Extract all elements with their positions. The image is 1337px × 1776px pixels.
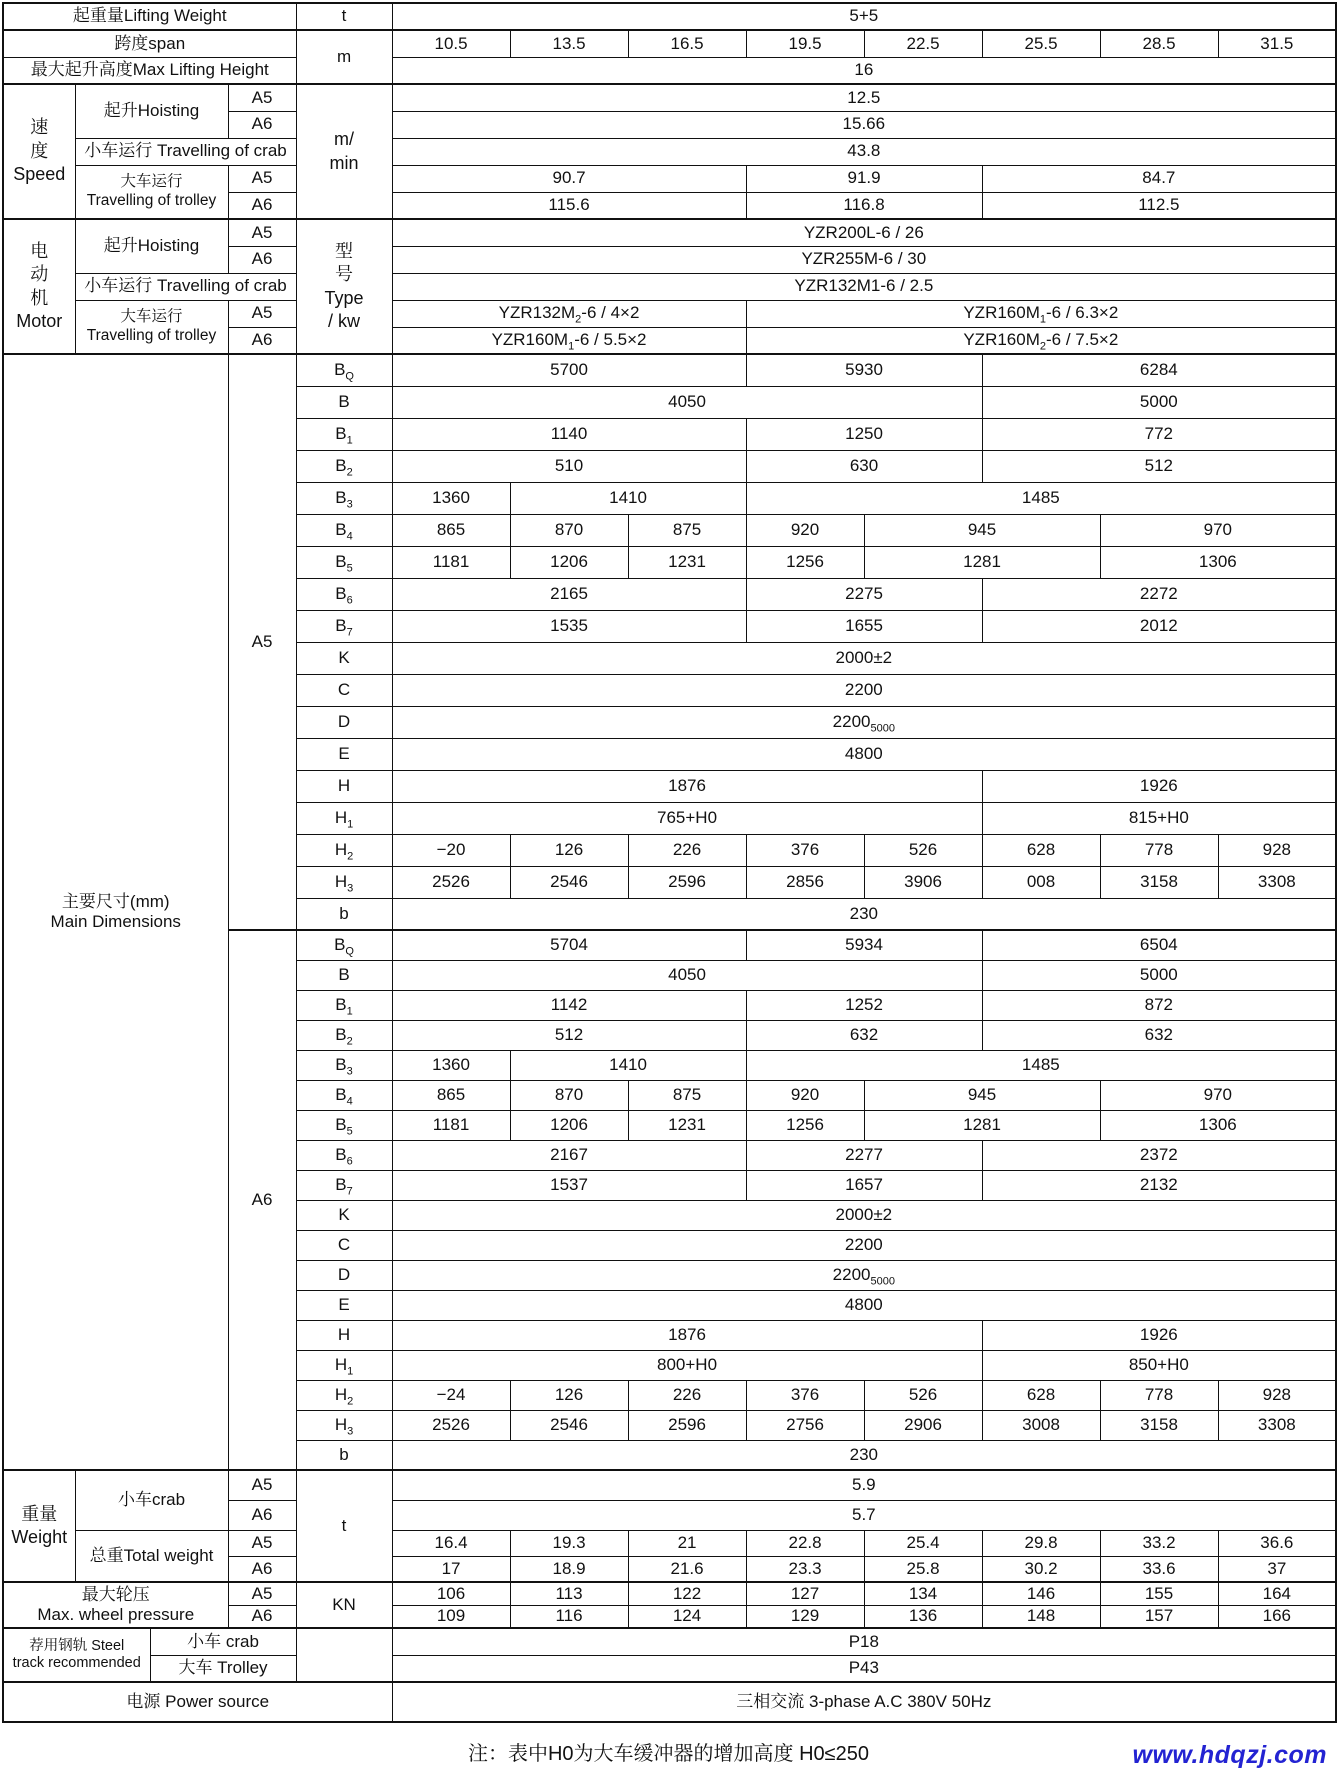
motor-trolley-a5-row — [3, 300, 1336, 327]
dim-a6-b3-cell-1: 1360 — [392, 1050, 510, 1080]
dim-a6-b2-cell-3: 632 — [982, 1020, 1336, 1050]
span-cell-5: 19.5 — [746, 30, 864, 57]
dim-a5-h2-cell-4: 376 — [746, 834, 864, 866]
weight-crab-a5-cell-0: 重量 Weight — [3, 1470, 75, 1582]
dim-a5-h3-cell-1: 2526 — [392, 866, 510, 898]
dim-a5-c-cell-1: 2200 — [392, 674, 1336, 706]
dim-a5-e-cell-1: 4800 — [392, 738, 1336, 770]
wheel-pressure-a6-cell-4: 129 — [746, 1605, 864, 1628]
dim-a6-k-cell-0: K — [296, 1200, 392, 1230]
motor-trolley-a5-cell-3: $YZR160M_1-6 / 6.3\times 2$ — [746, 300, 1336, 327]
total-weight-a6-cell-5: 25.8 — [864, 1556, 982, 1582]
lifting-weight-row — [3, 3, 1336, 30]
dim-a5-b-rail-cell-0: b — [296, 898, 392, 930]
wheel-pressure-a6-cell-5: 136 — [864, 1605, 982, 1628]
dim-a5-b2-cell-2: 630 — [746, 450, 982, 482]
motor-trolley-a5-cell-2: $YZR132M_2-6 / 4\times 2$ — [392, 300, 746, 327]
weight-crab-a6-cell-1: 5.7 — [392, 1500, 1336, 1530]
dim-a6-b-cell-1: 4050 — [392, 960, 982, 990]
speed-hoisting-a6-cell-0: A6 — [228, 111, 296, 138]
wheel-pressure-a6-cell-1: 109 — [392, 1605, 510, 1628]
dim-a6-h3-cell-5: 2906 — [864, 1410, 982, 1440]
span-row — [3, 30, 1336, 57]
span-cell-7: 25.5 — [982, 30, 1100, 57]
motor-trolley-a5-cell-0: 大车运行 Travelling of trolley — [75, 300, 228, 354]
dim-a6-b3-cell-0: $B_3$ — [296, 1050, 392, 1080]
span-cell-6: 22.5 — [864, 30, 982, 57]
dim-a6-h2-cell-3: 226 — [628, 1380, 746, 1410]
weight-crab-a5-cell-1: 小车crab — [75, 1470, 228, 1530]
dim-a5-b2-cell-1: 510 — [392, 450, 746, 482]
wheel-pressure-a5-row — [3, 1582, 1336, 1605]
wheel-pressure-a5-cell-4: 113 — [510, 1582, 628, 1605]
motor-crab-cell-1: YZR132M1-6 / 2.5 — [392, 273, 1336, 300]
dim-a6-b5-cell-4: 1256 — [746, 1110, 864, 1140]
wheel-pressure-a6-cell-2: 116 — [510, 1605, 628, 1628]
total-weight-a5-cell-4: 21 — [628, 1530, 746, 1556]
weight-crab-a5-cell-2: A5 — [228, 1470, 296, 1500]
dim-a6-h2-cell-5: 526 — [864, 1380, 982, 1410]
dim-a5-h2-cell-1: −20 — [392, 834, 510, 866]
dim-a6-b5-cell-3: 1231 — [628, 1110, 746, 1140]
total-weight-a5-cell-0: 总重Total weight — [75, 1530, 228, 1582]
dim-a6-b4-cell-2: 870 — [510, 1080, 628, 1110]
wheel-pressure-a5-cell-10: 164 — [1218, 1582, 1336, 1605]
motor-trolley-a6-cell-1: $YZR160M_1-6 / 5.5\times 2$ — [392, 327, 746, 354]
dim-a5-b3-cell-0: $B_3$ — [296, 482, 392, 514]
dim-a6-b4-cell-4: 920 — [746, 1080, 864, 1110]
total-weight-a6-cell-1: 17 — [392, 1556, 510, 1582]
dim-a5-b5-cell-5: 1281 — [864, 546, 1100, 578]
dim-a5-b1-cell-0: $B_1$ — [296, 418, 392, 450]
dim-a5-b5-cell-1: 1181 — [392, 546, 510, 578]
wheel-pressure-a6-cell-7: 157 — [1100, 1605, 1218, 1628]
wheel-pressure-a5-cell-8: 146 — [982, 1582, 1100, 1605]
dim-a5-b3-cell-2: 1410 — [510, 482, 746, 514]
dim-a5-bq-cell-3: 5700 — [392, 354, 746, 386]
dim-a6-b3-cell-3: 1485 — [746, 1050, 1336, 1080]
dim-a5-c-cell-0: C — [296, 674, 392, 706]
speed-trolley-a6-cell-0: A6 — [228, 192, 296, 219]
dim-a6-h2-cell-0: $H_2$ — [296, 1380, 392, 1410]
dim-a5-h3-cell-2: 2546 — [510, 866, 628, 898]
dim-a5-b6-cell-3: 2272 — [982, 578, 1336, 610]
dim-a5-b-cell-2: 5000 — [982, 386, 1336, 418]
steel-track-trolley-cell-1: P43 — [392, 1655, 1336, 1682]
dim-a5-b-cell-1: 4050 — [392, 386, 982, 418]
dim-a5-d-cell-0: D — [296, 706, 392, 738]
total-weight-a6-cell-8: 37 — [1218, 1556, 1336, 1582]
dim-a6-bq-cell-2: 5704 — [392, 930, 746, 960]
dim-a5-b3-cell-3: 1485 — [746, 482, 1336, 514]
dim-a5-b4-cell-4: 920 — [746, 514, 864, 546]
wheel-pressure-a5-cell-5: 122 — [628, 1582, 746, 1605]
span-cell-9: 31.5 — [1218, 30, 1336, 57]
dim-a5-b4-cell-6: 970 — [1100, 514, 1336, 546]
dim-a6-d-cell-1: $2200_{5000}$ — [392, 1260, 1336, 1290]
dim-a6-h3-cell-0: $H_3$ — [296, 1410, 392, 1440]
total-weight-a5-row — [3, 1530, 1336, 1556]
lifting-weight-cell-1: t — [296, 3, 392, 30]
wheel-pressure-a6-cell-3: 124 — [628, 1605, 746, 1628]
span-cell-4: 16.5 — [628, 30, 746, 57]
total-weight-a5-cell-7: 29.8 — [982, 1530, 1100, 1556]
motor-trolley-a6-cell-0: A6 — [228, 327, 296, 354]
dim-a6-h2-cell-1: −24 — [392, 1380, 510, 1410]
dim-a5-h3-cell-6: 008 — [982, 866, 1100, 898]
dim-a5-b5-cell-0: $B_5$ — [296, 546, 392, 578]
speed-trolley-a5-cell-2: 90.7 — [392, 165, 746, 192]
motor-trolley-a6-cell-2: $YZR160M_2-6 / 7.5\times 2$ — [746, 327, 1336, 354]
steel-track-trolley-cell-0: 大车 Trolley — [150, 1655, 296, 1682]
dim-a5-b5-cell-3: 1231 — [628, 546, 746, 578]
crane-spec-table — [2, 2, 1337, 1723]
dim-a6-b-cell-0: B — [296, 960, 392, 990]
dim-a5-e-cell-0: E — [296, 738, 392, 770]
dim-a6-h2-cell-6: 628 — [982, 1380, 1100, 1410]
speed-trolley-a6-cell-1: 115.6 — [392, 192, 746, 219]
motor-crab-row — [3, 273, 1336, 300]
total-weight-a5-cell-3: 19.3 — [510, 1530, 628, 1556]
dim-a5-h2-cell-6: 628 — [982, 834, 1100, 866]
dim-a6-b5-cell-2: 1206 — [510, 1110, 628, 1140]
lifting-weight-cell-2: 5+5 — [392, 3, 1336, 30]
total-weight-a6-cell-3: 21.6 — [628, 1556, 746, 1582]
dim-a6-h3-cell-4: 2756 — [746, 1410, 864, 1440]
speed-crab-row — [3, 138, 1336, 165]
dim-a5-k-cell-0: K — [296, 642, 392, 674]
dim-a5-h1-cell-0: $H_1$ — [296, 802, 392, 834]
weight-crab-a5-cell-4: 5.9 — [392, 1470, 1336, 1500]
dim-a5-b4-cell-2: 870 — [510, 514, 628, 546]
wheel-pressure-a6-cell-6: 148 — [982, 1605, 1100, 1628]
max-lifting-height-row — [3, 57, 1336, 84]
dim-a5-d-cell-1: $2200_{5000}$ — [392, 706, 1336, 738]
speed-crab-cell-0: 小车运行 Travelling of crab — [75, 138, 296, 165]
wheel-pressure-a5-cell-6: 127 — [746, 1582, 864, 1605]
dim-a6-b4-cell-3: 875 — [628, 1080, 746, 1110]
motor-hoisting-a5-row — [3, 219, 1336, 246]
dim-a5-b7-cell-3: 2012 — [982, 610, 1336, 642]
dim-a6-h1-cell-1: 800+H0 — [392, 1350, 982, 1380]
dim-a5-b4-cell-3: 875 — [628, 514, 746, 546]
dim-a5-h2-cell-8: 928 — [1218, 834, 1336, 866]
dim-a5-k-cell-1: 2000±2 — [392, 642, 1336, 674]
dim-a6-b1-cell-2: 1252 — [746, 990, 982, 1020]
dim-a5-bq-cell-4: 5930 — [746, 354, 982, 386]
dim-a5-h3-cell-8: 3308 — [1218, 866, 1336, 898]
span-cell-2: 10.5 — [392, 30, 510, 57]
dim-a6-b7-cell-3: 2132 — [982, 1170, 1336, 1200]
dim-a5-h1-cell-1: 765+H0 — [392, 802, 982, 834]
dim-a6-b-rail-cell-1: 230 — [392, 1440, 1336, 1470]
weight-crab-a6-cell-0: A6 — [228, 1500, 296, 1530]
span-cell-0: 跨度span — [3, 30, 296, 57]
dim-a5-b6-cell-2: 2275 — [746, 578, 982, 610]
dim-a5-b7-cell-2: 1655 — [746, 610, 982, 642]
dim-a5-b-cell-0: B — [296, 386, 392, 418]
total-weight-a5-cell-5: 22.8 — [746, 1530, 864, 1556]
dim-a5-b6-cell-0: $B_6$ — [296, 578, 392, 610]
power-source-cell-0: 电源 Power source — [3, 1682, 392, 1722]
dim-a6-h-cell-1: 1876 — [392, 1320, 982, 1350]
weight-crab-a5-cell-3: t — [296, 1470, 392, 1582]
dim-a6-bq-cell-4: 6504 — [982, 930, 1336, 960]
motor-hoisting-a6-cell-0: A6 — [228, 246, 296, 273]
dim-a6-b7-cell-0: $B_7$ — [296, 1170, 392, 1200]
total-weight-a6-cell-0: A6 — [228, 1556, 296, 1582]
dim-a5-bq-cell-2: $B_Q$ — [296, 354, 392, 386]
dim-a6-h-cell-0: H — [296, 1320, 392, 1350]
dim-a5-h-cell-0: H — [296, 770, 392, 802]
dim-a6-h3-cell-2: 2546 — [510, 1410, 628, 1440]
motor-hoisting-a5-cell-4: YZR200L-6 / 26 — [392, 219, 1336, 246]
steel-track-crab-cell-1: 小车 crab — [150, 1628, 296, 1655]
dim-a6-e-cell-1: 4800 — [392, 1290, 1336, 1320]
speed-crab-cell-1: 43.8 — [392, 138, 1336, 165]
dim-a5-h2-cell-5: 526 — [864, 834, 982, 866]
lifting-weight-cell-0: 起重量Lifting Weight — [3, 3, 296, 30]
max-lifting-height-cell-0: 最大起升高度Max Lifting Height — [3, 57, 296, 84]
dim-a5-b5-cell-6: 1306 — [1100, 546, 1336, 578]
speed-trolley-a5-cell-0: 大车运行 Travelling of trolley — [75, 165, 228, 219]
dim-a6-d-cell-0: D — [296, 1260, 392, 1290]
dim-a6-b7-cell-2: 1657 — [746, 1170, 982, 1200]
wheel-pressure-a5-cell-2: KN — [296, 1582, 392, 1628]
dim-a5-bq-cell-0: 主要尺寸(mm) Main Dimensions — [3, 354, 228, 1470]
speed-hoisting-a5-cell-3: m/ min — [296, 84, 392, 219]
total-weight-a5-cell-1: A5 — [228, 1530, 296, 1556]
dim-a6-b-cell-2: 5000 — [982, 960, 1336, 990]
dim-a5-b6-cell-1: 2165 — [392, 578, 746, 610]
dim-a5-h2-cell-7: 778 — [1100, 834, 1218, 866]
speed-hoisting-a5-cell-4: 12.5 — [392, 84, 1336, 111]
footnote-text: 注：表中H0为大车缓冲器的增加高度 H0≤250 — [467, 1743, 870, 1765]
dim-a6-b3-cell-2: 1410 — [510, 1050, 746, 1080]
wheel-pressure-a6-cell-8: 166 — [1218, 1605, 1336, 1628]
dim-a5-h-cell-1: 1876 — [392, 770, 982, 802]
speed-hoisting-a5-cell-0: 速 度 Speed — [3, 84, 75, 219]
dim-a6-h3-cell-8: 3308 — [1218, 1410, 1336, 1440]
speed-trolley-a5-cell-4: 84.7 — [982, 165, 1336, 192]
dim-a6-b1-cell-0: $B_1$ — [296, 990, 392, 1020]
steel-track-crab-cell-3: P18 — [392, 1628, 1336, 1655]
dim-a5-b1-cell-1: 1140 — [392, 418, 746, 450]
span-cell-8: 28.5 — [1100, 30, 1218, 57]
total-weight-a5-cell-9: 36.6 — [1218, 1530, 1336, 1556]
total-weight-a6-cell-4: 23.3 — [746, 1556, 864, 1582]
dim-a6-b4-cell-0: $B_4$ — [296, 1080, 392, 1110]
wheel-pressure-a5-cell-7: 134 — [864, 1582, 982, 1605]
speed-hoisting-a5-row — [3, 84, 1336, 111]
max-lifting-height-cell-1: 16 — [392, 57, 1336, 84]
speed-trolley-a5-cell-1: A5 — [228, 165, 296, 192]
dim-a6-b6-cell-3: 2372 — [982, 1140, 1336, 1170]
dim-a6-h2-cell-8: 928 — [1218, 1380, 1336, 1410]
dim-a6-b2-cell-2: 632 — [746, 1020, 982, 1050]
dim-a5-bq-cell-1: A5 — [228, 354, 296, 930]
dim-a6-b5-cell-1: 1181 — [392, 1110, 510, 1140]
dim-a5-b-rail-cell-1: 230 — [392, 898, 1336, 930]
dim-a5-b7-cell-1: 1535 — [392, 610, 746, 642]
dim-a6-b5-cell-6: 1306 — [1100, 1110, 1336, 1140]
wheel-pressure-a5-cell-1: A5 — [228, 1582, 296, 1605]
dim-a5-b2-cell-0: $B_2$ — [296, 450, 392, 482]
wheel-pressure-a5-cell-0: 最大轮压 Max. wheel pressure — [3, 1582, 228, 1628]
dim-a5-b2-cell-3: 512 — [982, 450, 1336, 482]
motor-hoisting-a5-cell-0: 电 动 机 Motor — [3, 219, 75, 354]
dim-a6-c-cell-0: C — [296, 1230, 392, 1260]
weight-crab-a5-row — [3, 1470, 1336, 1500]
dim-a6-b4-cell-1: 865 — [392, 1080, 510, 1110]
steel-track-crab-cell-2 — [296, 1628, 392, 1682]
motor-trolley-a5-cell-1: A5 — [228, 300, 296, 327]
dim-a5-b5-cell-4: 1256 — [746, 546, 864, 578]
motor-hoisting-a5-cell-3: 型 号 Type / kw — [296, 219, 392, 354]
dim-a5-h3-cell-0: $H_3$ — [296, 866, 392, 898]
dim-a5-h2-cell-2: 126 — [510, 834, 628, 866]
total-weight-a5-cell-8: 33.2 — [1100, 1530, 1218, 1556]
wheel-pressure-a5-cell-3: 106 — [392, 1582, 510, 1605]
speed-hoisting-a5-cell-1: 起升Hoisting — [75, 84, 228, 138]
dim-a5-b4-cell-0: $B_4$ — [296, 514, 392, 546]
dim-a5-b3-cell-1: 1360 — [392, 482, 510, 514]
dim-a5-h-cell-2: 1926 — [982, 770, 1336, 802]
dim-a6-b6-cell-2: 2277 — [746, 1140, 982, 1170]
dim-a5-b7-cell-0: $B_7$ — [296, 610, 392, 642]
motor-hoisting-a5-cell-2: A5 — [228, 219, 296, 246]
dim-a6-b2-cell-1: 512 — [392, 1020, 746, 1050]
speed-trolley-a6-cell-2: 116.8 — [746, 192, 982, 219]
dim-a5-h3-cell-3: 2596 — [628, 866, 746, 898]
dim-a5-h3-cell-4: 2856 — [746, 866, 864, 898]
dim-a5-bq-cell-5: 6284 — [982, 354, 1336, 386]
motor-hoisting-a6-cell-1: YZR255M-6 / 30 — [392, 246, 1336, 273]
dim-a6-b5-cell-5: 1281 — [864, 1110, 1100, 1140]
dim-a5-h3-cell-7: 3158 — [1100, 866, 1218, 898]
dim-a5-b5-cell-2: 1206 — [510, 546, 628, 578]
span-cell-1: m — [296, 30, 392, 84]
dim-a6-c-cell-1: 2200 — [392, 1230, 1336, 1260]
dim-a6-bq-cell-0: A6 — [228, 930, 296, 1470]
speed-trolley-a6-cell-3: 112.5 — [982, 192, 1336, 219]
motor-hoisting-a5-cell-1: 起升Hoisting — [75, 219, 228, 273]
dim-a5-b4-cell-1: 865 — [392, 514, 510, 546]
dim-a6-h3-cell-3: 2596 — [628, 1410, 746, 1440]
dim-a6-b-rail-cell-0: b — [296, 1440, 392, 1470]
total-weight-a6-cell-7: 33.6 — [1100, 1556, 1218, 1582]
dim-a6-bq-cell-1: $B_Q$ — [296, 930, 392, 960]
dim-a6-h-cell-2: 1926 — [982, 1320, 1336, 1350]
dim-a6-h2-cell-2: 126 — [510, 1380, 628, 1410]
power-source-cell-1: 三相交流 3-phase A.C 380V 50Hz — [392, 1682, 1336, 1722]
dim-a6-h1-cell-0: $H_1$ — [296, 1350, 392, 1380]
power-source-row — [3, 1682, 1336, 1722]
dim-a5-b1-cell-2: 1250 — [746, 418, 982, 450]
dim-a6-b4-cell-5: 945 — [864, 1080, 1100, 1110]
dim-a5-h3-cell-5: 3906 — [864, 866, 982, 898]
dim-a6-k-cell-1: 2000±2 — [392, 1200, 1336, 1230]
dim-a6-b6-cell-1: 2167 — [392, 1140, 746, 1170]
steel-track-crab-row — [3, 1628, 1336, 1655]
dim-a6-b7-cell-1: 1537 — [392, 1170, 746, 1200]
steel-track-trolley-row — [3, 1655, 1336, 1682]
wheel-pressure-a6-cell-0: A6 — [228, 1605, 296, 1628]
dim-a6-h2-cell-4: 376 — [746, 1380, 864, 1410]
dim-a5-h2-cell-0: $H_2$ — [296, 834, 392, 866]
speed-trolley-a5-row — [3, 165, 1336, 192]
dim-a6-b4-cell-6: 970 — [1100, 1080, 1336, 1110]
dim-a5-b4-cell-5: 945 — [864, 514, 1100, 546]
span-cell-3: 13.5 — [510, 30, 628, 57]
wheel-pressure-a5-cell-9: 155 — [1100, 1582, 1218, 1605]
dim-a6-h3-cell-7: 3158 — [1100, 1410, 1218, 1440]
speed-trolley-a5-cell-3: 91.9 — [746, 165, 982, 192]
dim-a6-b5-cell-0: $B_5$ — [296, 1110, 392, 1140]
motor-crab-cell-0: 小车运行 Travelling of crab — [75, 273, 296, 300]
dim-a6-b2-cell-0: $B_2$ — [296, 1020, 392, 1050]
total-weight-a5-cell-6: 25.4 — [864, 1530, 982, 1556]
dim-a5-h1-cell-2: 815+H0 — [982, 802, 1336, 834]
dim-a6-h1-cell-2: 850+H0 — [982, 1350, 1336, 1380]
speed-hoisting-a6-cell-1: 15.66 — [392, 111, 1336, 138]
watermark-link[interactable]: www.hdqzj.com — [1132, 1741, 1327, 1769]
dim-a5-bq-row — [3, 354, 1336, 386]
dim-a6-bq-cell-3: 5934 — [746, 930, 982, 960]
dim-a5-h2-cell-3: 226 — [628, 834, 746, 866]
dim-a6-h3-cell-6: 3008 — [982, 1410, 1100, 1440]
total-weight-a6-cell-6: 30.2 — [982, 1556, 1100, 1582]
total-weight-a5-cell-2: 16.4 — [392, 1530, 510, 1556]
speed-hoisting-a5-cell-2: A5 — [228, 84, 296, 111]
dim-a5-b1-cell-3: 772 — [982, 418, 1336, 450]
steel-track-crab-cell-0: 荐用钢轨 Steel track recommended — [3, 1628, 150, 1682]
dim-a6-b6-cell-0: $B_6$ — [296, 1140, 392, 1170]
dim-a6-b1-cell-3: 872 — [982, 990, 1336, 1020]
dim-a6-b1-cell-1: 1142 — [392, 990, 746, 1020]
dim-a6-h3-cell-1: 2526 — [392, 1410, 510, 1440]
dim-a6-e-cell-0: E — [296, 1290, 392, 1320]
total-weight-a6-cell-2: 18.9 — [510, 1556, 628, 1582]
dim-a6-h2-cell-7: 778 — [1100, 1380, 1218, 1410]
